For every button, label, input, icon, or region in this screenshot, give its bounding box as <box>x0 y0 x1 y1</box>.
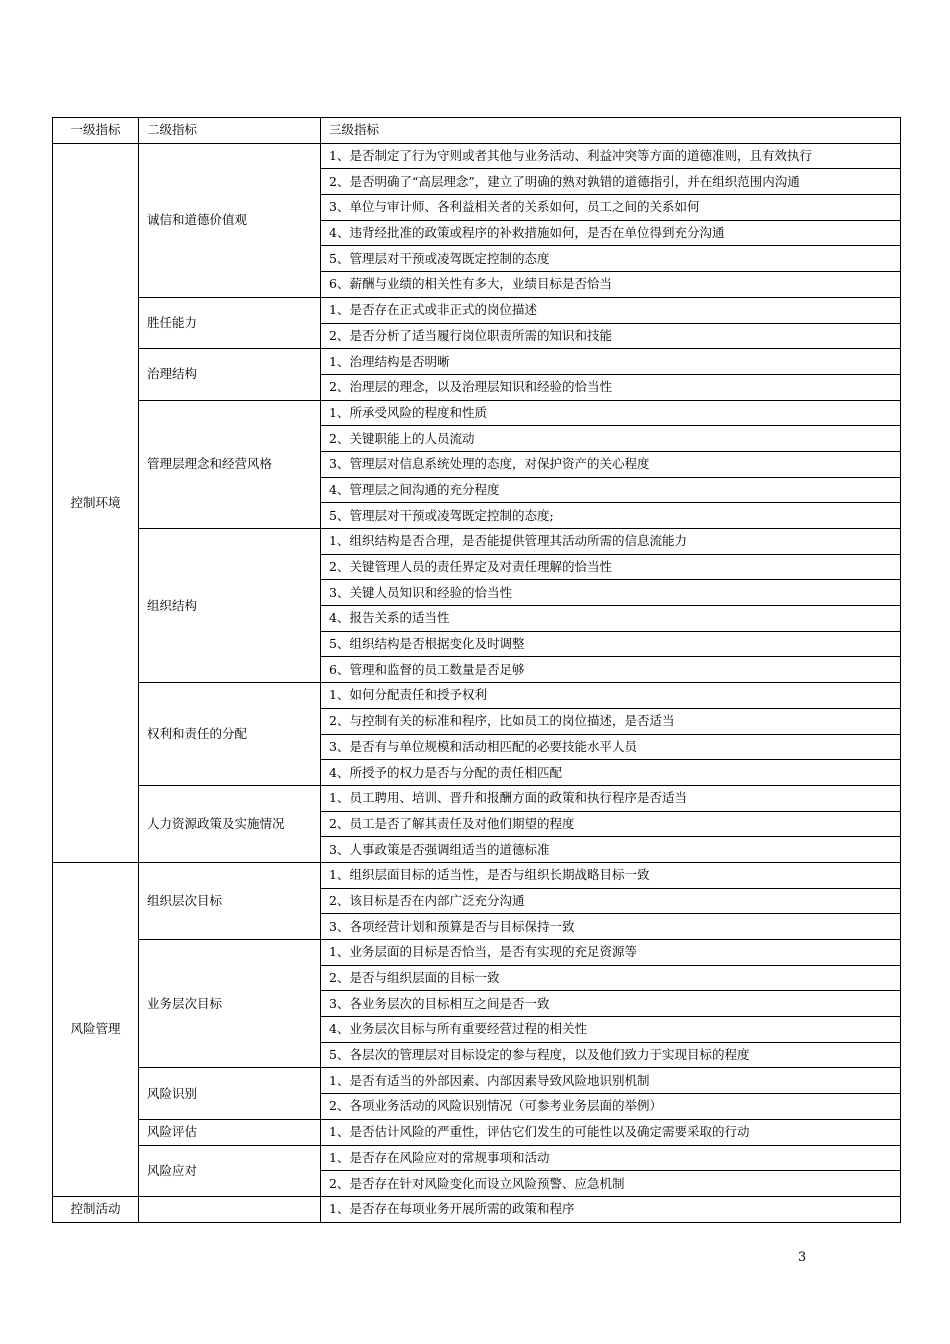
level3-cell: 6、薪酬与业绩的相关性有多大，业绩目标是否恰当 <box>321 272 901 298</box>
level2-cell: 风险识别 <box>139 1068 321 1119</box>
table-row <box>53 143 901 169</box>
level3-cell: 1、如何分配责任和授予权利 <box>321 683 901 709</box>
table-row <box>53 529 901 555</box>
level2-cell: 组织层次目标 <box>139 862 321 939</box>
level3-cell: 1、是否存在正式或非正式的岗位描述 <box>321 297 901 323</box>
table-row <box>53 1196 901 1222</box>
level3-cell: 2、员工是否了解其责任及对他们期望的程度 <box>321 811 901 837</box>
header-level2: 二级指标 <box>139 118 321 144</box>
level3-cell: 1、是否存在每项业务开展所需的政策和程序 <box>321 1196 901 1222</box>
level3-cell: 2、治理层的理念，以及治理层知识和经验的恰当性 <box>321 374 901 400</box>
page-number: 3 <box>798 1250 807 1265</box>
indicator-table <box>52 117 901 1223</box>
table-row <box>53 1145 901 1171</box>
level3-cell: 3、各业务层次的目标相互之间是否一致 <box>321 991 901 1017</box>
level3-cell: 2、是否与组织层面的目标一致 <box>321 965 901 991</box>
level3-cell: 5、组织结构是否根据变化及时调整 <box>321 631 901 657</box>
level3-cell: 1、组织层面目标的适当性，是否与组织长期战略目标一致 <box>321 862 901 888</box>
level3-cell: 1、所承受风险的程度和性质 <box>321 400 901 426</box>
level3-cell: 3、关键人员知识和经验的恰当性 <box>321 580 901 606</box>
level3-cell: 1、治理结构是否明晰 <box>321 349 901 375</box>
level3-cell: 2、关键职能上的人员流动 <box>321 426 901 452</box>
level3-cell: 4、违背经批准的政策或程序的补救措施如何，是否在单位得到充分沟通 <box>321 220 901 246</box>
level3-cell: 1、业务层面的目标是否恰当，是否有实现的充足资源等 <box>321 940 901 966</box>
header-level1: 一级指标 <box>53 118 139 144</box>
level2-cell: 风险评估 <box>139 1119 321 1145</box>
level3-cell: 4、报告关系的适当性 <box>321 606 901 632</box>
level3-cell: 3、单位与审计师、各利益相关者的关系如何，员工之间的关系如何 <box>321 195 901 221</box>
level2-cell: 管理层理念和经营风格 <box>139 400 321 528</box>
level3-cell: 5、管理层对干预或凌驾既定控制的态度; <box>321 503 901 529</box>
level3-cell: 1、是否存在风险应对的常规事项和活动 <box>321 1145 901 1171</box>
level2-cell: 人力资源政策及实施情况 <box>139 785 321 862</box>
level2-cell: 风险应对 <box>139 1145 321 1196</box>
level3-cell: 5、各层次的管理层对目标设定的参与程度，以及他们致力于实现目标的程度 <box>321 1042 901 1068</box>
table-row <box>53 349 901 375</box>
level3-cell: 2、是否明确了“高层理念”，建立了明确的熟对孰错的道德指引，并在组织范围内沟通 <box>321 169 901 195</box>
level3-cell: 3、各项经营计划和预算是否与目标保持一致 <box>321 914 901 940</box>
level2-cell: 治理结构 <box>139 349 321 400</box>
level3-cell: 3、人事政策是否强调组适当的道德标准 <box>321 837 901 863</box>
level3-cell: 2、关键管理人员的责任界定及对责任理解的恰当性 <box>321 554 901 580</box>
level3-cell: 2、与控制有关的标准和程序，比如员工的岗位描述，是否适当 <box>321 708 901 734</box>
table-body <box>53 143 901 1222</box>
table-row <box>53 1119 901 1145</box>
level3-cell: 1、是否制定了行为守则或者其他与业务活动、利益冲突等方面的道德准则，且有效执行 <box>321 143 901 169</box>
level3-cell: 5、管理层对干预或凌驾既定控制的态度 <box>321 246 901 272</box>
level3-cell: 1、员工聘用、培训、晋升和报酬方面的政策和执行程序是否适当 <box>321 785 901 811</box>
level3-cell: 1、是否有适当的外部因素、内部因素导致风险地识别机制 <box>321 1068 901 1094</box>
level2-cell: 业务层次目标 <box>139 940 321 1068</box>
level1-cell: 风险管理 <box>53 862 139 1196</box>
level3-cell: 1、组织结构是否合理，是否能提供管理其活动所需的信息流能力 <box>321 529 901 555</box>
level3-cell: 2、是否存在针对风险变化而设立风险预警、应急机制 <box>321 1171 901 1197</box>
table-row <box>53 1068 901 1094</box>
level2-cell: 诚信和道德价值观 <box>139 143 321 297</box>
level3-cell: 3、是否有与单位规模和活动相匹配的必要技能水平人员 <box>321 734 901 760</box>
table-row <box>53 862 901 888</box>
level3-cell: 2、各项业务活动的风险识别情况（可参考业务层面的举例） <box>321 1094 901 1120</box>
table-row <box>53 297 901 323</box>
header-row <box>53 118 901 144</box>
level3-cell: 2、是否分析了适当履行岗位职责所需的知识和技能 <box>321 323 901 349</box>
level2-cell: 权利和责任的分配 <box>139 683 321 786</box>
level3-cell: 6、管理和监督的员工数量是否足够 <box>321 657 901 683</box>
level1-cell: 控制环境 <box>53 143 139 862</box>
level3-cell: 4、业务层次目标与所有重要经营过程的相关性 <box>321 1017 901 1043</box>
level3-cell: 2、该目标是否在内部广泛充分沟通 <box>321 888 901 914</box>
table-row <box>53 683 901 709</box>
level3-cell: 4、管理层之间沟通的充分程度 <box>321 477 901 503</box>
table-row <box>53 400 901 426</box>
level3-cell: 1、是否估计风险的严重性，评估它们发生的可能性以及确定需要采取的行动 <box>321 1119 901 1145</box>
level3-cell: 3、管理层对信息系统处理的态度，对保护资产的关心程度 <box>321 451 901 477</box>
level2-cell: 组织结构 <box>139 529 321 683</box>
table-row <box>53 785 901 811</box>
level1-cell: 控制活动 <box>53 1196 139 1222</box>
level2-cell: 胜任能力 <box>139 297 321 348</box>
table-row <box>53 940 901 966</box>
level3-cell: 4、所授予的权力是否与分配的责任相匹配 <box>321 760 901 786</box>
header-level3: 三级指标 <box>321 118 901 144</box>
level2-cell <box>139 1196 321 1222</box>
